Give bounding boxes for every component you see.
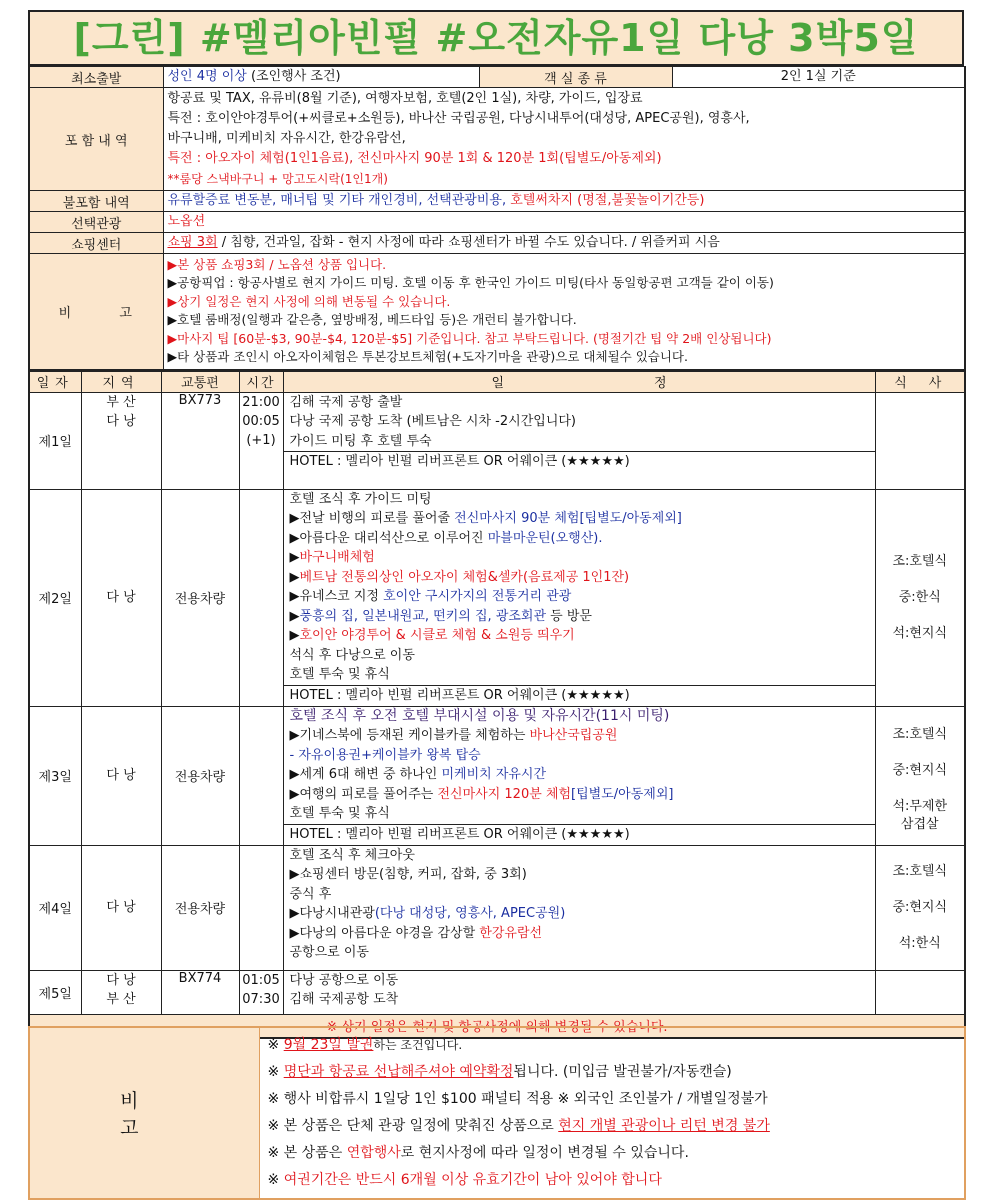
schedule-line [284, 626, 875, 646]
text-segment: 호텔 투숙 및 휴식 [289, 806, 390, 821]
bottom-note-line [268, 1086, 961, 1113]
schedule-line [284, 587, 875, 607]
text-segment: (다낭 대성당, 영흥사, APEC공원) [374, 906, 566, 921]
time-value: 00:05 [242, 413, 280, 429]
region-name: 다 낭 [106, 413, 136, 429]
text-segment: ※ 본 상품은 단체 관광 일정에 맞춰진 상품으로 [267, 1118, 559, 1134]
exclude-label: 불포함 내역 [29, 191, 163, 212]
text-segment: 중식 후 [289, 886, 332, 902]
day-cell: 제3일 [29, 706, 81, 845]
remark-value [163, 254, 965, 370]
header-region: 지역 [81, 371, 161, 392]
day-cell: 제1일 [29, 392, 81, 489]
remark-line: ▶호텔 룸배정(일행과 같은층, 옆방배정, 베드타입 등)은 개런티 불가합니다. [167, 312, 577, 328]
header-time: 시간 [239, 371, 283, 392]
schedule-line [284, 607, 875, 627]
schedule-line [284, 943, 875, 963]
text-segment: ▶여행의 피로를 풀어주는 [289, 786, 438, 802]
itinerary-row [29, 392, 965, 489]
text-segment: ▶ [289, 550, 300, 565]
text-segment: 호텔 투숙 및 휴식 [289, 667, 390, 682]
exclude-value: 유류할증료 변동분, 매너팁 및 기타 개인경비, 선택관광비용, 호텔써차지 (명절,불꽃놀이기간등) [163, 191, 965, 212]
schedule-line [284, 865, 875, 885]
bottom-note-line [268, 1032, 961, 1059]
info-table [28, 66, 966, 371]
time-cell [239, 706, 283, 845]
schedule-cell [283, 489, 875, 706]
meal-item: 석:현지식 [892, 625, 948, 641]
itinerary-table [28, 371, 966, 1039]
meal-item: 석:한식 [898, 935, 941, 951]
text-segment: 다낭 국제 공항 도착 (베트남은 시차 -2시간입니다) [289, 414, 577, 429]
text-segment: ▶다낭의 아름다운 야경을 감상할 [289, 925, 480, 941]
meal-item: 조:호텔식 [892, 863, 948, 879]
optional-tour-value: 노옵션 [163, 212, 965, 233]
text-segment: 연합행사 [346, 1145, 401, 1161]
shopping-label: 쇼핑센터 [29, 233, 163, 254]
footer-note: ※ 상기 일정은 현지 및 항공사정에 의해 변경될 수 있습니다. [29, 1014, 965, 1038]
schedule-cell [283, 392, 875, 489]
time-value: 21:00 [242, 394, 280, 410]
room-type-label: 객 실 종 류 [479, 67, 672, 88]
region-cell [81, 706, 161, 845]
text-segment: 로 현지사정에 따라 일정이 변경될 수 있습니다. [400, 1145, 689, 1161]
include-label: 포 함 내 역 [29, 88, 163, 191]
include-special: 특전 : 아오자이 체험(1인1음료), 전신마사지 90분 1회 & 120분 1회(팁별도/아동제외) [167, 151, 662, 166]
text-segment: 9월 23일 발권 [283, 1037, 374, 1053]
text-segment: 풍흥의 집, 일본내원교, 떤키의 집, 광조회관 [299, 608, 547, 624]
schedule-line [284, 490, 875, 510]
meal-cell [875, 845, 965, 970]
meal-cell [875, 706, 965, 845]
text-segment: ▶다낭시내관광 [289, 906, 375, 921]
time-cell [239, 970, 283, 1014]
text-segment: 전신마사지 120분 체험 [437, 786, 572, 802]
schedule-line [284, 785, 875, 805]
schedule-line [284, 568, 875, 588]
bottom-remarks-label: 비 고 [29, 1027, 259, 1199]
meal-item: 중:현지식 [892, 763, 948, 778]
schedule-line [284, 804, 875, 824]
schedule-cell [283, 845, 875, 970]
include-line: 바구니배, 미케비치 자유시간, 한강유람선, [167, 131, 406, 146]
region-name: 부 산 [106, 991, 136, 1007]
room-type-value: 2인 1실 기준 [672, 67, 965, 88]
day-cell: 제5일 [29, 970, 81, 1014]
time-value: 01:05 [242, 972, 280, 988]
schedule-line [284, 529, 875, 549]
text-segment: 하는 조건입니다. [373, 1038, 463, 1052]
text-segment: ▶ [289, 628, 300, 643]
text-segment: ▶ [289, 569, 300, 585]
schedule-line [284, 924, 875, 944]
meal-cell [875, 489, 965, 706]
text-segment: 됩니다. (미입금 발권불가/자동캔슬) [513, 1064, 732, 1080]
region-cell [81, 489, 161, 706]
region-cell [81, 845, 161, 970]
itinerary-row [29, 970, 965, 1014]
schedule-line [284, 665, 875, 685]
region-name: 부 산 [106, 394, 136, 410]
transport-cell: 전용차량 [161, 489, 239, 706]
time-cell [239, 392, 283, 489]
min-depart-value: 성인 4명 이상 (조인행사 조건) [163, 67, 479, 88]
text-segment: 현지 개별 관광이나 리턴 변경 불가 [558, 1118, 770, 1134]
bottom-note-line [268, 1140, 961, 1167]
itinerary-header [29, 371, 965, 392]
schedule-line [284, 765, 875, 785]
header-day: 일자 [29, 371, 81, 392]
include-snack: **룸당 스낵바구니 + 망고도시락(1인1개) [167, 172, 388, 186]
schedule-line [284, 509, 875, 529]
include-line: 항공료 및 TAX, 유류비(8월 기준), 여행자보험, 호텔(2인 1실), 차량, 가이드, 입장료 [167, 91, 643, 106]
text-segment: ※ 본 상품은 [267, 1145, 347, 1161]
remark-line: ▶타 상품과 조인시 아오자이체험은 투본강보트체험(+도자기마을 관광)으로 대체될수 있습니다. [167, 349, 688, 365]
meal-item: 조:호텔식 [892, 727, 948, 742]
header-transport: 교통편 [161, 371, 239, 392]
header-schedule: 일정 [283, 371, 875, 392]
region-name: 다 낭 [106, 768, 136, 783]
schedule-line [284, 746, 875, 766]
schedule-line [284, 846, 875, 866]
optional-tour-label: 선택관광 [29, 212, 163, 233]
remark-label: 비 고 [29, 254, 163, 370]
schedule-line [284, 904, 875, 924]
text-segment: 호이안 야경투어 & 시클로 체험 & 소원등 띄우기 [299, 628, 575, 643]
text-segment: 가이드 미팅 후 호텔 투숙 [289, 433, 432, 449]
remark-line: ▶마사지 팁 [60분-$3, 90분-$4, 120분-$5] 기준입니다. 참고 부탁드립니다. (명절기간 팁 약 2배 인상됩니다) [167, 330, 772, 346]
bottom-note-line [268, 1167, 961, 1194]
meal-item: 중:한식 [898, 589, 941, 605]
region-name: 다 낭 [106, 900, 136, 915]
text-segment: 김해 국제 공항 출발 [289, 394, 403, 410]
text-segment: ▶쇼핑센터 방문(침향, 커피, 잡화, 중 3회) [289, 867, 527, 882]
region-cell [81, 392, 161, 489]
itinerary-row [29, 489, 965, 706]
text-segment: 호이안 구시가지의 전통거리 관광 [383, 589, 572, 604]
meal-cell [875, 392, 965, 489]
day-cell: 제2일 [29, 489, 81, 706]
schedule-sheet [28, 10, 964, 1039]
text-segment: ▶기네스북에 등재된 케이블카를 체험하는 [289, 728, 530, 743]
transport-cell: BX774 [161, 970, 239, 1014]
min-depart-label: 최소출발 [29, 67, 163, 88]
bottom-remarks-body [259, 1027, 965, 1199]
text-segment: 호텔 조식 후 가이드 미팅 [289, 491, 432, 507]
bottom-note-line [268, 1113, 961, 1140]
transport-cell: BX773 [161, 392, 239, 489]
remark-line: ▶공항픽업 : 항공사별로 현지 가이드 미팅. 호텔 이동 후 한국인 가이드 미팅(타사 동일항공편 고객들 같이 이동) [167, 275, 774, 291]
text-segment: 김해 국제공항 도착 [289, 992, 399, 1007]
bottom-note-line [268, 1059, 961, 1086]
schedule-cell [283, 970, 875, 1014]
schedule-line [284, 412, 875, 432]
hotel-line: HOTEL : 멜리아 빈펄 리버프론트 OR 어웨이큰 (★★★★★) [284, 824, 875, 845]
region-cell [81, 970, 161, 1014]
text-segment: ▶유네스코 지정 [289, 589, 384, 604]
region-name: 다 낭 [106, 590, 136, 605]
schedule-line [284, 646, 875, 666]
day-cell: 제4일 [29, 845, 81, 970]
text-segment: - 자유이용권+케이블카 왕복 탑승 [289, 747, 481, 763]
time-cell [239, 489, 283, 706]
text-segment: 석식 후 다낭으로 이동 [289, 647, 415, 663]
remark-line: ▶본 상품 쇼핑3회 / 노옵션 상품 입니다. [167, 256, 387, 272]
schedule-line [284, 971, 875, 991]
bottom-remarks [28, 1026, 964, 1200]
text-segment: 바구니배체험 [299, 550, 375, 565]
text-segment: ▶전날 비행의 피로를 풀어줄 [289, 511, 455, 526]
itinerary-row [29, 845, 965, 970]
text-segment: 바나산국립공원 [529, 728, 618, 743]
time-cell [239, 845, 283, 970]
text-segment: ▶ [289, 608, 300, 624]
page-title: [그린] #멜리아빈펄 #오전자유1일 다낭 3박5일 [28, 10, 964, 66]
remark-line: ▶상기 일정은 현지 사정에 의해 변동될 수 있습니다. [167, 293, 451, 309]
schedule-line [284, 432, 875, 452]
schedule-line [284, 548, 875, 568]
time-value: (+1) [246, 432, 276, 448]
schedule-cell [283, 706, 875, 845]
schedule-line [284, 885, 875, 905]
text-segment: 호텔 조식 후 오전 호텔 부대시설 이용 및 자유시간(11시 미팅) [289, 707, 670, 724]
header-meal: 식사 [875, 371, 965, 392]
hotel-line: HOTEL : 멜리아 빈펄 리버프론트 OR 어웨이큰 (★★★★★) [284, 451, 875, 472]
text-segment: 공항으로 이동 [289, 945, 369, 960]
region-name: 다 낭 [106, 972, 136, 988]
schedule-line [284, 726, 875, 746]
schedule-line [284, 707, 875, 727]
text-segment: [팁별도/아동제외] [571, 786, 674, 802]
text-segment: 한강유람선 [479, 925, 543, 941]
meal-item: 중:현지식 [892, 899, 948, 915]
text-segment: ※ [267, 1064, 284, 1080]
text-segment: 전신마사지 90분 체험[팁별도/아동제외] [454, 511, 682, 526]
time-value: 07:30 [242, 991, 280, 1007]
shopping-value: 쇼핑 3회 / 침향, 건과일, 잡화 - 현지 사정에 따라 쇼핑센터가 바뀔 수도 있습니다. / 위즐커피 시음 [163, 233, 965, 254]
text-segment: 명단과 항공료 선납해주셔야 예약확정 [283, 1064, 514, 1080]
schedule-line [284, 393, 875, 413]
text-segment: ※ 행사 비합류시 1일당 1인 $100 패널티 적용 ※ 외국인 조인불가 / 개별일정불가 [267, 1091, 768, 1107]
text-segment: ※ [267, 1172, 284, 1188]
include-line: 특전 : 호이안야경투어(+씨클로+소원등), 바나산 국립공원, 다낭시내투어(대성당, APEC공원), 영흥사, [167, 111, 750, 126]
text-segment: 베트남 전통의상인 아오자이 체험&셀카(음료제공 1인1잔) [299, 569, 630, 585]
meal-item: 석:무제한 삼겹살 [892, 799, 948, 832]
text-segment: 마블마운틴(오행산). [487, 530, 603, 546]
itinerary-row [29, 706, 965, 845]
text-segment: ※ [267, 1037, 284, 1053]
schedule-line [284, 990, 875, 1010]
text-segment: 여권기간은 반드시 6개월 이상 유효기간이 남아 있어야 합니다 [283, 1172, 662, 1188]
text-segment: 다낭 공항으로 이동 [289, 972, 399, 988]
transport-cell: 전용차량 [161, 845, 239, 970]
transport-cell: 전용차량 [161, 706, 239, 845]
text-segment: 호텔 조식 후 체크아웃 [289, 847, 415, 863]
text-segment: 미케비치 자유시간 [441, 767, 547, 782]
include-value [163, 88, 965, 191]
text-segment: 등 방문 [546, 608, 592, 624]
meal-item: 조:호텔식 [892, 553, 948, 569]
text-segment: ▶세계 6대 해변 중 하나인 [289, 767, 442, 782]
meal-cell [875, 970, 965, 1014]
hotel-line: HOTEL : 멜리아 빈펄 리버프론트 OR 어웨이큰 (★★★★★) [284, 685, 875, 706]
text-segment: ▶아름다운 대리석산으로 이루어진 [289, 530, 488, 546]
